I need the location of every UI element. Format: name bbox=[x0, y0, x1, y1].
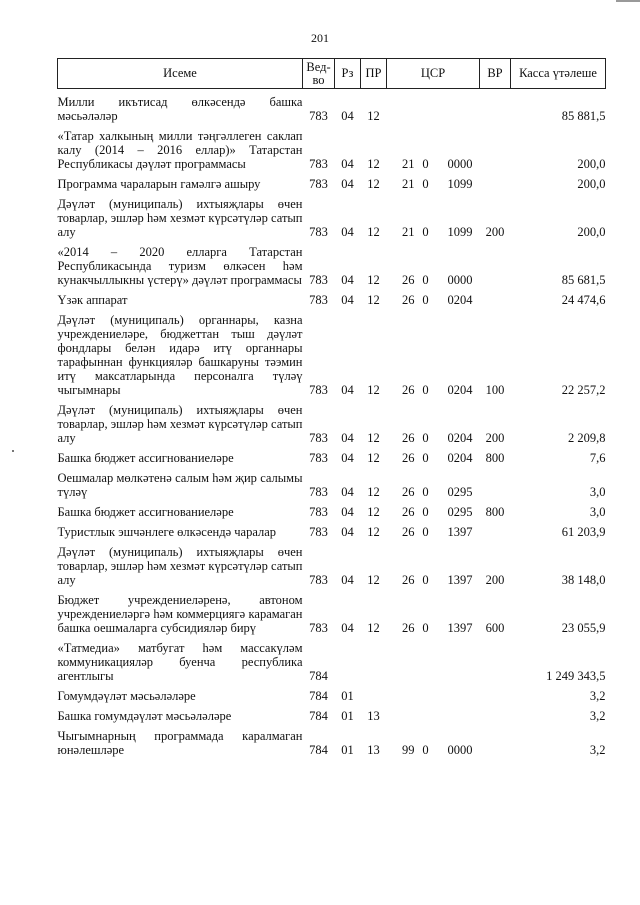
cell-csr-direction: 0204 bbox=[447, 293, 473, 307]
cell-pr: 12 bbox=[367, 293, 380, 307]
cell-csr-direction: 0000 bbox=[447, 273, 473, 287]
cell-csr bbox=[387, 683, 480, 703]
page-number: 201 bbox=[311, 31, 329, 45]
cell-pr: 13 bbox=[367, 743, 380, 757]
cell-vr bbox=[480, 239, 511, 287]
cell-csr-program: 26 bbox=[402, 273, 415, 287]
cell-ved: 783 bbox=[309, 383, 328, 397]
cell-amount: 3,2 bbox=[589, 743, 606, 757]
cell-ved: 783 bbox=[309, 225, 328, 239]
cell-csr bbox=[387, 307, 480, 397]
cell-csr-program: 26 bbox=[402, 573, 415, 587]
cell-pr: 12 bbox=[367, 383, 380, 397]
cell-csr-direction: 0204 bbox=[447, 383, 473, 397]
cell-csr-direction: 0295 bbox=[447, 505, 473, 519]
cell-vr bbox=[480, 287, 511, 307]
cell-vr bbox=[480, 123, 511, 171]
cell-csr bbox=[387, 723, 480, 757]
cell-csr bbox=[387, 703, 480, 723]
cell-amount: 1 249 343,5 bbox=[546, 669, 606, 683]
cell-csr-subprogram: 0 bbox=[422, 293, 429, 307]
table-row bbox=[58, 171, 606, 191]
cell-name: Башка бюджет ассигнованиеләре bbox=[57, 451, 234, 465]
cell-vr bbox=[480, 89, 511, 124]
cell-name: Туристлык эшчәнлеге өлкәсендә чаралар bbox=[57, 525, 277, 539]
cell-csr bbox=[387, 89, 480, 124]
cell-vr bbox=[480, 171, 511, 191]
cell-amount: 38 148,0 bbox=[561, 573, 606, 587]
cell-csr-direction: 0000 bbox=[447, 157, 473, 171]
cell-rz: 04 bbox=[341, 293, 354, 307]
cell-rz: 04 bbox=[341, 485, 354, 499]
cell-csr bbox=[387, 465, 480, 499]
cell-csr-program: 99 bbox=[402, 743, 415, 757]
table-row bbox=[58, 539, 606, 587]
table-row bbox=[58, 287, 606, 307]
cell-ved: 783 bbox=[309, 573, 328, 587]
cell-csr-subprogram: 0 bbox=[422, 273, 429, 287]
cell-csr-program: 26 bbox=[402, 621, 415, 635]
cell-rz: 04 bbox=[341, 157, 354, 171]
cell-name: Башка гомумдәүләт мәсьәләләре bbox=[57, 709, 232, 723]
cell-csr-direction: 1099 bbox=[447, 225, 473, 239]
header-ved: Вед-во bbox=[303, 59, 335, 89]
cell-csr-subprogram: 0 bbox=[422, 621, 429, 635]
cell-csr-subprogram: 0 bbox=[422, 505, 429, 519]
cell-csr-program: 21 bbox=[402, 177, 415, 191]
cell-amount: 24 474,6 bbox=[561, 293, 606, 307]
cell-csr-subprogram: 0 bbox=[422, 431, 429, 445]
cell-vr: 600 bbox=[485, 621, 505, 635]
table-row bbox=[58, 723, 606, 757]
cell-csr bbox=[387, 499, 480, 519]
header-amount: Касса үтәлеше bbox=[511, 59, 606, 89]
cell-vr bbox=[480, 465, 511, 499]
cell-ved: 784 bbox=[309, 689, 328, 703]
cell-amount: 22 257,2 bbox=[561, 383, 606, 397]
cell-ved: 783 bbox=[309, 525, 328, 539]
cell-amount: 3,0 bbox=[589, 505, 606, 519]
cell-vr: 200 bbox=[485, 225, 505, 239]
cell-rz: 04 bbox=[341, 225, 354, 239]
table-row bbox=[58, 123, 606, 171]
cell-amount: 85 681,5 bbox=[561, 273, 606, 287]
cell-csr bbox=[387, 587, 480, 635]
cell-amount: 3,0 bbox=[589, 485, 606, 499]
cell-csr-direction: 1397 bbox=[447, 573, 473, 587]
cell-rz: 04 bbox=[341, 273, 354, 287]
cell-pr: 12 bbox=[367, 109, 380, 123]
cell-pr: 12 bbox=[367, 621, 380, 635]
table-row bbox=[58, 307, 606, 397]
table-row bbox=[58, 499, 606, 519]
cell-amount: 85 881,5 bbox=[561, 109, 606, 123]
cell-csr-direction: 0000 bbox=[447, 743, 473, 757]
cell-csr-direction: 1397 bbox=[447, 525, 473, 539]
table-row bbox=[58, 683, 606, 703]
cell-pr bbox=[361, 683, 387, 703]
table-body bbox=[58, 89, 606, 758]
cell-pr: 12 bbox=[367, 485, 380, 499]
table-row bbox=[58, 239, 606, 287]
cell-amount: 200,0 bbox=[577, 157, 606, 171]
cell-name: «Татмедиа» матбугат һәм массакүләм коммуникацияләр буенча республика агентлыгы bbox=[57, 641, 303, 683]
cell-amount: 2 209,8 bbox=[568, 431, 606, 445]
cell-rz: 04 bbox=[341, 573, 354, 587]
table-row bbox=[58, 703, 606, 723]
cell-csr-direction: 0204 bbox=[447, 431, 473, 445]
table-row bbox=[58, 445, 606, 465]
cell-csr bbox=[387, 191, 480, 239]
cell-csr-direction: 0204 bbox=[447, 451, 473, 465]
cell-name: Дәүләт (муниципаль) ихтыяҗлары өчен товарлар, эшләр һәм хезмәт күрсәтүләр сатып алу bbox=[57, 197, 303, 239]
cell-vr: 200 bbox=[485, 431, 505, 445]
cell-vr: 200 bbox=[485, 573, 505, 587]
cell-csr-program: 26 bbox=[402, 505, 415, 519]
cell-csr-subprogram: 0 bbox=[422, 573, 429, 587]
cell-csr bbox=[387, 519, 480, 539]
cell-csr bbox=[387, 445, 480, 465]
cell-csr bbox=[387, 539, 480, 587]
cell-rz: 04 bbox=[341, 431, 354, 445]
cell-name: Башка бюджет ассигнованиеләре bbox=[57, 505, 234, 519]
cell-pr: 12 bbox=[367, 431, 380, 445]
cell-vr bbox=[480, 519, 511, 539]
cell-csr bbox=[387, 397, 480, 445]
cell-vr: 800 bbox=[485, 505, 505, 519]
cell-pr bbox=[361, 635, 387, 683]
cell-rz: 01 bbox=[341, 709, 354, 723]
cell-csr-program: 26 bbox=[402, 485, 415, 499]
cell-ved: 783 bbox=[309, 273, 328, 287]
cell-ved: 783 bbox=[309, 485, 328, 499]
cell-pr: 12 bbox=[367, 157, 380, 171]
cell-pr: 12 bbox=[367, 525, 380, 539]
cell-rz: 04 bbox=[341, 505, 354, 519]
scan-dot bbox=[12, 450, 14, 452]
budget-table bbox=[57, 58, 606, 757]
cell-ved: 783 bbox=[309, 293, 328, 307]
table-row bbox=[58, 587, 606, 635]
cell-rz: 04 bbox=[341, 525, 354, 539]
header-csr: ЦСР bbox=[387, 59, 480, 89]
table-row bbox=[58, 465, 606, 499]
cell-ved: 783 bbox=[309, 621, 328, 635]
cell-csr-subprogram: 0 bbox=[422, 157, 429, 171]
cell-csr-program: 26 bbox=[402, 293, 415, 307]
cell-amount: 7,6 bbox=[589, 451, 606, 465]
cell-amount: 23 055,9 bbox=[561, 621, 606, 635]
cell-csr-subprogram: 0 bbox=[422, 383, 429, 397]
cell-csr bbox=[387, 287, 480, 307]
table-row bbox=[58, 89, 606, 124]
cell-csr-program: 21 bbox=[402, 157, 415, 171]
cell-csr bbox=[387, 239, 480, 287]
cell-name: Гомумдәүләт мәсьәләләре bbox=[57, 689, 196, 703]
cell-name: Үзәк аппарат bbox=[57, 293, 128, 307]
cell-ved: 783 bbox=[309, 431, 328, 445]
cell-csr-program: 21 bbox=[402, 225, 415, 239]
cell-csr-program: 26 bbox=[402, 383, 415, 397]
cell-csr-subprogram: 0 bbox=[422, 177, 429, 191]
cell-ved: 783 bbox=[309, 157, 328, 171]
cell-vr bbox=[480, 683, 511, 703]
cell-rz: 01 bbox=[341, 689, 354, 703]
cell-amount: 3,2 bbox=[589, 689, 606, 703]
cell-rz: 04 bbox=[341, 177, 354, 191]
table-row bbox=[58, 397, 606, 445]
cell-name: Милли икътисад өлкәсендә башка мәсьәләләр bbox=[57, 95, 303, 123]
cell-ved: 783 bbox=[309, 451, 328, 465]
cell-name: Дәүләт (муниципаль) ихтыяҗлары өчен товарлар, эшләр һәм хезмәт күрсәтүләр сатып алу bbox=[57, 545, 303, 587]
cell-csr-program: 26 bbox=[402, 431, 415, 445]
table-header-row bbox=[58, 59, 606, 89]
cell-ved: 783 bbox=[309, 177, 328, 191]
header-pr: ПР bbox=[361, 59, 387, 89]
cell-csr-direction: 1099 bbox=[447, 177, 473, 191]
cell-amount: 61 203,9 bbox=[561, 525, 606, 539]
cell-csr bbox=[387, 171, 480, 191]
cell-csr-subprogram: 0 bbox=[422, 485, 429, 499]
cell-vr: 100 bbox=[485, 383, 505, 397]
cell-csr-direction: 1397 bbox=[447, 621, 473, 635]
cell-amount: 200,0 bbox=[577, 177, 606, 191]
cell-name: Дәүләт (муниципаль) органнары, казна учреждениеләре, бюджеттан тыш дәүләт фондлары белән идарә итү органнары тарафыннан функцияләр башкаруны тәэмин итү максатларында персоналга түләү чыгымнары bbox=[57, 313, 303, 397]
header-rz: Рз bbox=[335, 59, 361, 89]
cell-vr bbox=[480, 723, 511, 757]
header-vr: ВР bbox=[480, 59, 511, 89]
cell-vr bbox=[480, 635, 511, 683]
table-row bbox=[58, 191, 606, 239]
cell-rz: 01 bbox=[341, 743, 354, 757]
cell-name: Бюджет учреждениеләренә, автоном учреждениеләргә һәм коммерциягә карамаган башка оешмаларга субсидияләр бирү bbox=[57, 593, 303, 635]
cell-rz bbox=[335, 635, 361, 683]
cell-name: «Татар халкының милли тәңгәллеген саклап калу (2014 – 2016 еллар)» Татарстан Республикасы дәүләт программасы bbox=[57, 129, 303, 171]
cell-pr: 12 bbox=[367, 225, 380, 239]
cell-name: Чыгымнарның программада каралмаган юнәлешләре bbox=[57, 729, 303, 757]
cell-ved: 783 bbox=[309, 505, 328, 519]
cell-rz: 04 bbox=[341, 109, 354, 123]
cell-ved: 784 bbox=[309, 743, 328, 757]
cell-ved: 784 bbox=[309, 669, 328, 683]
cell-name: Дәүләт (муниципаль) ихтыяҗлары өчен товарлар, эшләр һәм хезмәт күрсәтүләр сатып алу bbox=[57, 403, 303, 445]
cell-pr: 13 bbox=[367, 709, 380, 723]
cell-ved: 784 bbox=[309, 709, 328, 723]
cell-pr: 12 bbox=[367, 273, 380, 287]
cell-csr-subprogram: 0 bbox=[422, 225, 429, 239]
cell-pr: 12 bbox=[367, 505, 380, 519]
cell-name: Оешмалар мөлкәтенә салым һәм җир салымы түләү bbox=[57, 471, 303, 499]
cell-vr bbox=[480, 703, 511, 723]
table-row bbox=[58, 519, 606, 539]
cell-rz: 04 bbox=[341, 383, 354, 397]
scan-edge-mark bbox=[616, 0, 640, 2]
cell-csr bbox=[387, 123, 480, 171]
cell-rz: 04 bbox=[341, 451, 354, 465]
cell-name: Программа чараларын гамәлгә ашыру bbox=[57, 177, 261, 191]
cell-csr-program: 26 bbox=[402, 525, 415, 539]
cell-csr-direction: 0295 bbox=[447, 485, 473, 499]
cell-name: «2014 – 2020 елларга Татарстан Республикасында туризм өлкәсен һәм кунакчыллыкны үстерү» дәүләт программасы bbox=[57, 245, 303, 287]
cell-pr: 12 bbox=[367, 573, 380, 587]
cell-vr: 800 bbox=[485, 451, 505, 465]
cell-csr-subprogram: 0 bbox=[422, 743, 429, 757]
header-name: Исеме bbox=[58, 59, 303, 89]
cell-pr: 12 bbox=[367, 451, 380, 465]
cell-csr bbox=[387, 635, 480, 683]
cell-amount: 3,2 bbox=[589, 709, 606, 723]
cell-csr-subprogram: 0 bbox=[422, 525, 429, 539]
table-row bbox=[58, 635, 606, 683]
cell-amount: 200,0 bbox=[577, 225, 606, 239]
cell-csr-subprogram: 0 bbox=[422, 451, 429, 465]
cell-csr-program: 26 bbox=[402, 451, 415, 465]
cell-pr: 12 bbox=[367, 177, 380, 191]
cell-ved: 783 bbox=[309, 109, 328, 123]
cell-rz: 04 bbox=[341, 621, 354, 635]
